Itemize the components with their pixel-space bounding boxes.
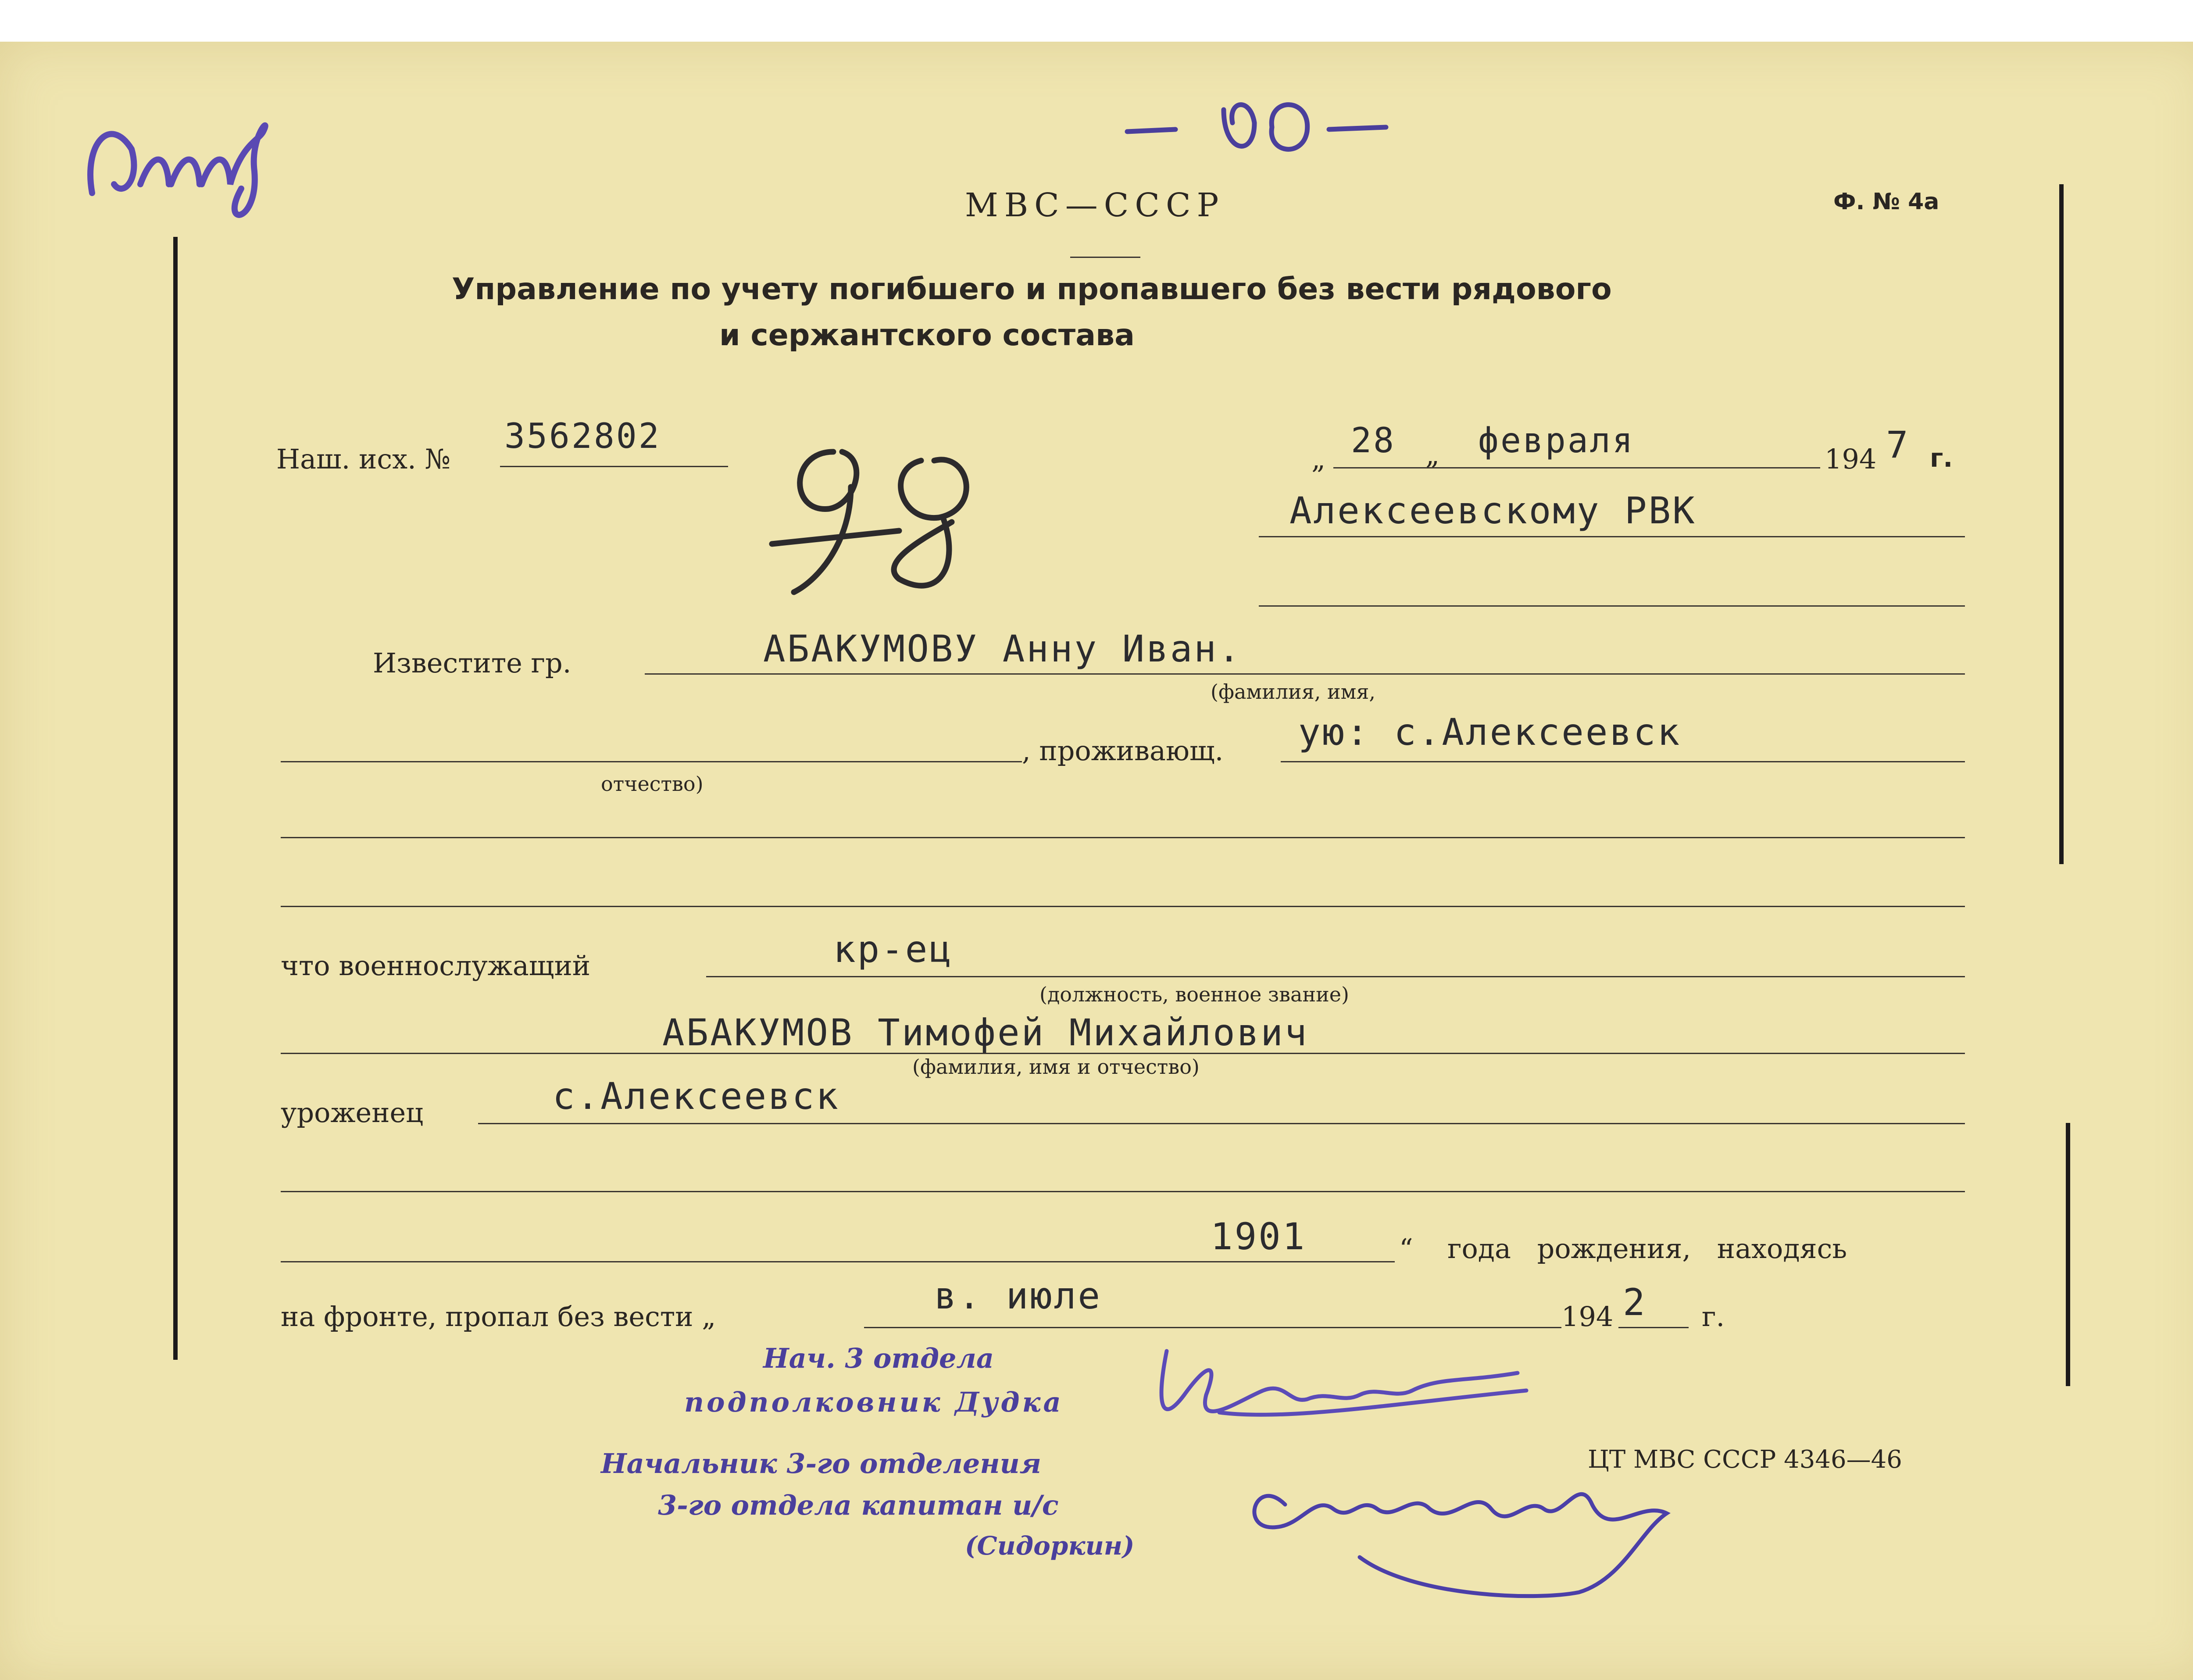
handwritten-big-mark [754, 434, 1026, 610]
handwritten-initial [66, 83, 294, 232]
addressee: Алексеевскому РВК [1289, 489, 1697, 532]
department-line2: и сержантского состава [719, 318, 1135, 353]
serviceman-label: что военнослужащий [281, 950, 591, 982]
ministry-divider [1070, 257, 1140, 258]
date-day-close-quote: „ [1425, 439, 1440, 471]
stamp-line4: 3-го отдела капитан и/с [658, 1489, 1059, 1521]
handwritten-number-mark [1123, 88, 1395, 167]
birth-line [281, 1261, 1395, 1262]
residing-label: , проживающ. [1022, 735, 1224, 767]
residing-value: ую: с.Алексеевск [1298, 711, 1682, 754]
serviceman-rank: кр-ец [833, 928, 953, 971]
addressee-line-2 [1259, 605, 1965, 607]
rank-line [706, 976, 1965, 977]
department-line1: Управление по учету погибшего и пропавшего без вести рядового [452, 272, 1612, 307]
outgoing-number-line [500, 466, 728, 467]
addressee-line-1 [1259, 536, 1965, 537]
address-line-2 [281, 837, 1965, 838]
native-value: с.Алексеевск [553, 1075, 840, 1118]
missing-line [864, 1327, 1561, 1328]
date-day: 28 [1351, 421, 1396, 461]
native-line [478, 1123, 1965, 1124]
missing-value: в. июле [934, 1274, 1102, 1317]
notify-name-line [645, 673, 1965, 675]
left-border-bar [173, 237, 178, 1360]
notify-name: АБАКУМОВУ Анну Иван. [763, 627, 1242, 670]
signature-upper [1132, 1325, 1561, 1465]
hint-name: (фамилия, имя, [1211, 680, 1376, 704]
footer-code: ЦТ МВС СССР 4346—46 [1588, 1445, 1902, 1474]
stamp-line1: Нач. 3 отдела [763, 1342, 994, 1374]
rank-hint: (должность, военное звание) [1039, 983, 1349, 1006]
right-border-bar-bottom [2066, 1123, 2070, 1386]
missing-year-suffix: 2 [1623, 1281, 1647, 1324]
notify-label: Известите гр. [373, 647, 571, 679]
right-border-bar-top [2059, 184, 2064, 864]
year-unit: г. [1930, 443, 1953, 473]
notify-patronymic-line [281, 761, 1022, 762]
missing-year-prefix: 194 [1561, 1301, 1614, 1333]
date-open-quote: „ [1311, 443, 1326, 475]
outgoing-number: 3562802 [504, 417, 661, 456]
stamp-line2: подполковник Дудка [684, 1386, 1064, 1418]
stamp-line3: Начальник 3-го отделения [601, 1448, 1041, 1480]
hint-patronymic: отчество) [601, 772, 704, 796]
native-label: уроженец [281, 1097, 424, 1129]
date-line [1333, 467, 1820, 468]
missing-year-unit: г. [1702, 1301, 1725, 1333]
stamp-line5: (Сидоркин) [965, 1531, 1135, 1561]
year-prefix: 194 [1825, 443, 1877, 475]
full-name-line [281, 1053, 1965, 1054]
birth-text: года рождения, находясь [1447, 1233, 1847, 1265]
missing-year-line [1618, 1327, 1689, 1328]
form-number: Ф. № 4а [1833, 189, 1939, 215]
native-line-2 [281, 1191, 1965, 1192]
address-line-3 [281, 906, 1965, 907]
outgoing-label: Наш. исх. № [276, 443, 451, 475]
birth-year: 1901 [1211, 1215, 1307, 1258]
birth-close-quote: “ [1399, 1233, 1413, 1265]
ministry-title: МВС—СССР [965, 186, 1225, 224]
missing-label: на фронте, пропал без вести „ [281, 1301, 716, 1333]
year-suffix: 7 [1886, 423, 1910, 466]
name-hint: (фамилия, имя и отчество) [912, 1055, 1200, 1079]
residing-line [1281, 761, 1965, 762]
date-month: февраля [1478, 421, 1635, 461]
serviceman-full-name: АБАКУМОВ Тимофей Михайлович [662, 1011, 1309, 1054]
